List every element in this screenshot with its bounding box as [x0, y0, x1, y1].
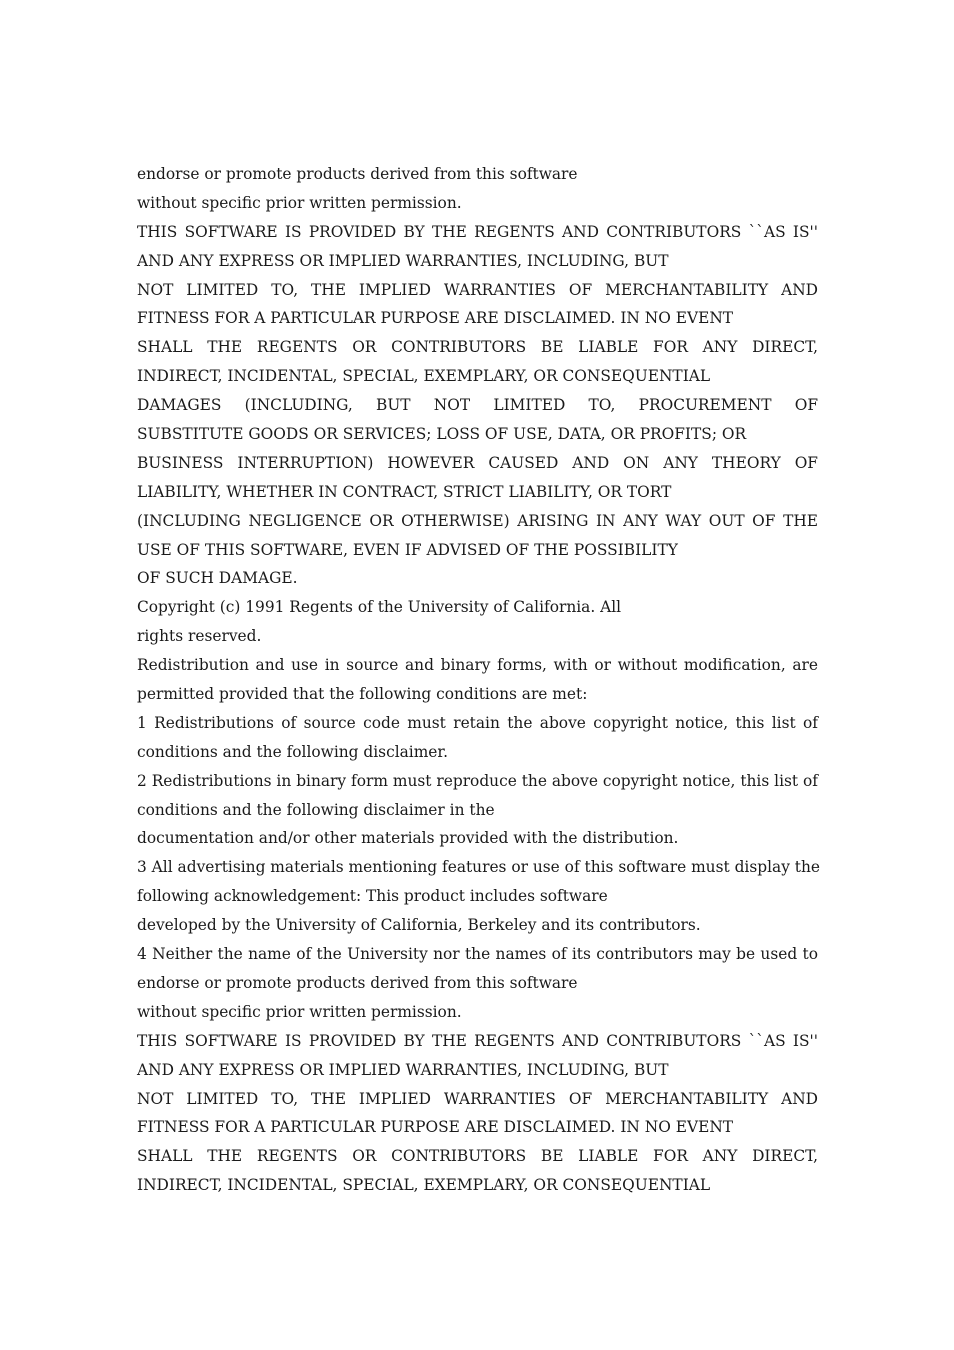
- text-line: developed by the University of California, Berkeley and its contributors.: [137, 916, 701, 935]
- text-line: FITNESS FOR A PARTICULAR PURPOSE ARE DISCLAIMED. IN NO EVENT: [137, 1118, 734, 1137]
- text-line: Copyright (c) 1991 Regents of the University of California. All: [137, 598, 622, 617]
- text-line: conditions and the following disclaimer in the: [137, 800, 495, 819]
- text-line: OF SUCH DAMAGE.: [137, 569, 298, 588]
- text-line: endorse or promote products derived from this software: [137, 165, 578, 183]
- license-text-body: [137, 160, 818, 1200]
- text-line: THIS SOFTWARE IS PROVIDED BY THE REGENTS AND CONTRIBUTORS ``AS IS'': [137, 222, 818, 241]
- text-line: SHALL THE REGENTS OR CONTRIBUTORS BE LIABLE FOR ANY DIRECT,: [137, 338, 818, 357]
- text-line: Redistribution and use in source and binary forms, with or without modification, are: [137, 656, 818, 675]
- text-line: SHALL THE REGENTS OR CONTRIBUTORS BE LIABLE FOR ANY DIRECT,: [137, 1147, 818, 1166]
- text-line: following acknowledgement: This product includes software: [137, 887, 608, 906]
- text-line: 2 Redistributions in binary form must reproduce the above copyright notice, this list of: [137, 771, 818, 790]
- text-line: NOT LIMITED TO, THE IMPLIED WARRANTIES OF MERCHANTABILITY AND: [137, 1089, 818, 1108]
- text-line: BUSINESS INTERRUPTION) HOWEVER CAUSED AND ON ANY THEORY OF: [137, 453, 818, 472]
- text-line: LIABILITY, WHETHER IN CONTRACT, STRICT LIABILITY, OR TORT: [137, 482, 672, 501]
- text-line: 3 All advertising materials mentioning features or use of this software must display the: [137, 858, 820, 877]
- text-line: without specific prior written permission.: [137, 1002, 462, 1021]
- text-line: without specific prior written permission.: [137, 193, 462, 212]
- text-line: USE OF THIS SOFTWARE, EVEN IF ADVISED OF THE POSSIBILITY: [137, 540, 678, 559]
- text-line: rights reserved.: [137, 627, 262, 646]
- text-line: AND ANY EXPRESS OR IMPLIED WARRANTIES, INCLUDING, BUT: [137, 251, 669, 270]
- text-line: permitted provided that the following conditions are met:: [137, 685, 588, 704]
- text-line: AND ANY EXPRESS OR IMPLIED WARRANTIES, INCLUDING, BUT: [137, 1060, 669, 1079]
- text-line: SUBSTITUTE GOODS OR SERVICES; LOSS OF USE, DATA, OR PROFITS; OR: [137, 425, 747, 444]
- text-line: 1 Redistributions of source code must retain the above copyright notice, this list of: [137, 713, 818, 732]
- text-line: 4 Neither the name of the University nor the names of its contributors may be used to: [137, 945, 818, 964]
- text-line: INDIRECT, INCIDENTAL, SPECIAL, EXEMPLARY, OR CONSEQUENTIAL: [137, 367, 711, 386]
- text-line: FITNESS FOR A PARTICULAR PURPOSE ARE DISCLAIMED. IN NO EVENT: [137, 309, 734, 328]
- text-line: THIS SOFTWARE IS PROVIDED BY THE REGENTS AND CONTRIBUTORS ``AS IS'': [137, 1031, 818, 1050]
- text-line: conditions and the following disclaimer.: [137, 742, 448, 761]
- text-line: DAMAGES (INCLUDING, BUT NOT LIMITED TO, PROCUREMENT OF: [137, 396, 818, 415]
- text-line: endorse or promote products derived from this software: [137, 973, 578, 992]
- text-line: (INCLUDING NEGLIGENCE OR OTHERWISE) ARISING IN ANY WAY OUT OF THE: [137, 511, 818, 530]
- text-line: NOT LIMITED TO, THE IMPLIED WARRANTIES OF MERCHANTABILITY AND: [137, 280, 818, 299]
- text-line: documentation and/or other materials provided with the distribution.: [137, 829, 679, 848]
- text-line: INDIRECT, INCIDENTAL, SPECIAL, EXEMPLARY, OR CONSEQUENTIAL: [137, 1176, 711, 1195]
